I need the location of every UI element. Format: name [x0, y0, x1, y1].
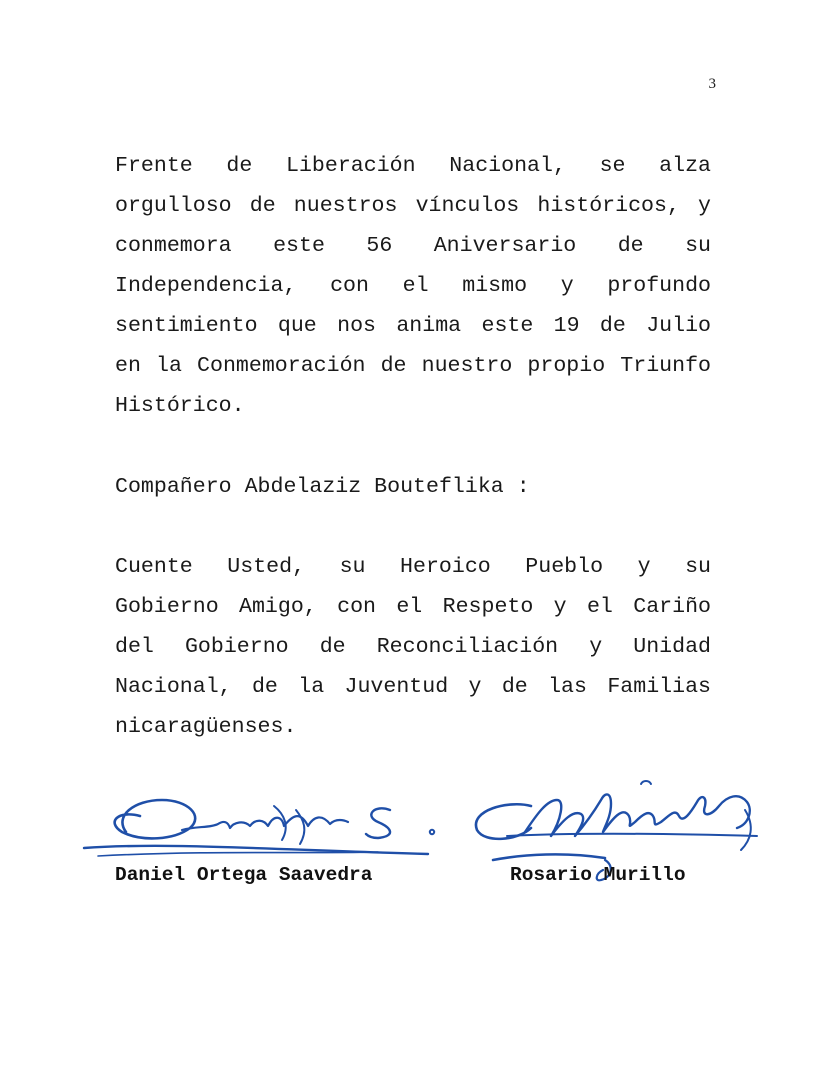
text-line: orgulloso de nuestros vínculos históricos, y — [115, 194, 711, 218]
signer-name-ortega: Daniel Ortega Saavedra — [115, 864, 373, 886]
page-number: 3 — [708, 76, 716, 92]
text-line: Nacional, de la Juventud y de las Familias — [115, 675, 711, 699]
text-line: Independencia, con el mismo y profundo — [115, 274, 711, 298]
text-line: Frente de Liberación Nacional, se alza — [115, 154, 711, 178]
text-line: conmemora este 56 Aniversario de su — [115, 234, 711, 258]
text-line: Gobierno Amigo, con el Respeto y el Cariño — [115, 595, 711, 619]
signer-name-murillo: Rosario Murillo — [510, 864, 686, 886]
text-line: del Gobierno de Reconciliación y Unidad — [115, 635, 711, 659]
salutation — [115, 467, 711, 507]
text-line: nicaragüenses. — [115, 715, 297, 739]
signature-block-right — [465, 770, 765, 890]
signature-ortega — [78, 770, 438, 870]
paragraph-3 — [115, 547, 711, 747]
text-line: sentimiento que nos anima este 19 de Julio — [115, 314, 711, 338]
text-line: en la Conmemoración de nuestro propio Triunfo — [115, 354, 711, 378]
text-line: Histórico. — [115, 394, 245, 418]
text-line: Cuente Usted, su Heroico Pueblo y su — [115, 555, 711, 579]
text-line: Compañero Abdelaziz Bouteflika : — [115, 475, 530, 499]
paragraph-1 — [115, 146, 711, 426]
signature-block-left — [78, 770, 438, 890]
